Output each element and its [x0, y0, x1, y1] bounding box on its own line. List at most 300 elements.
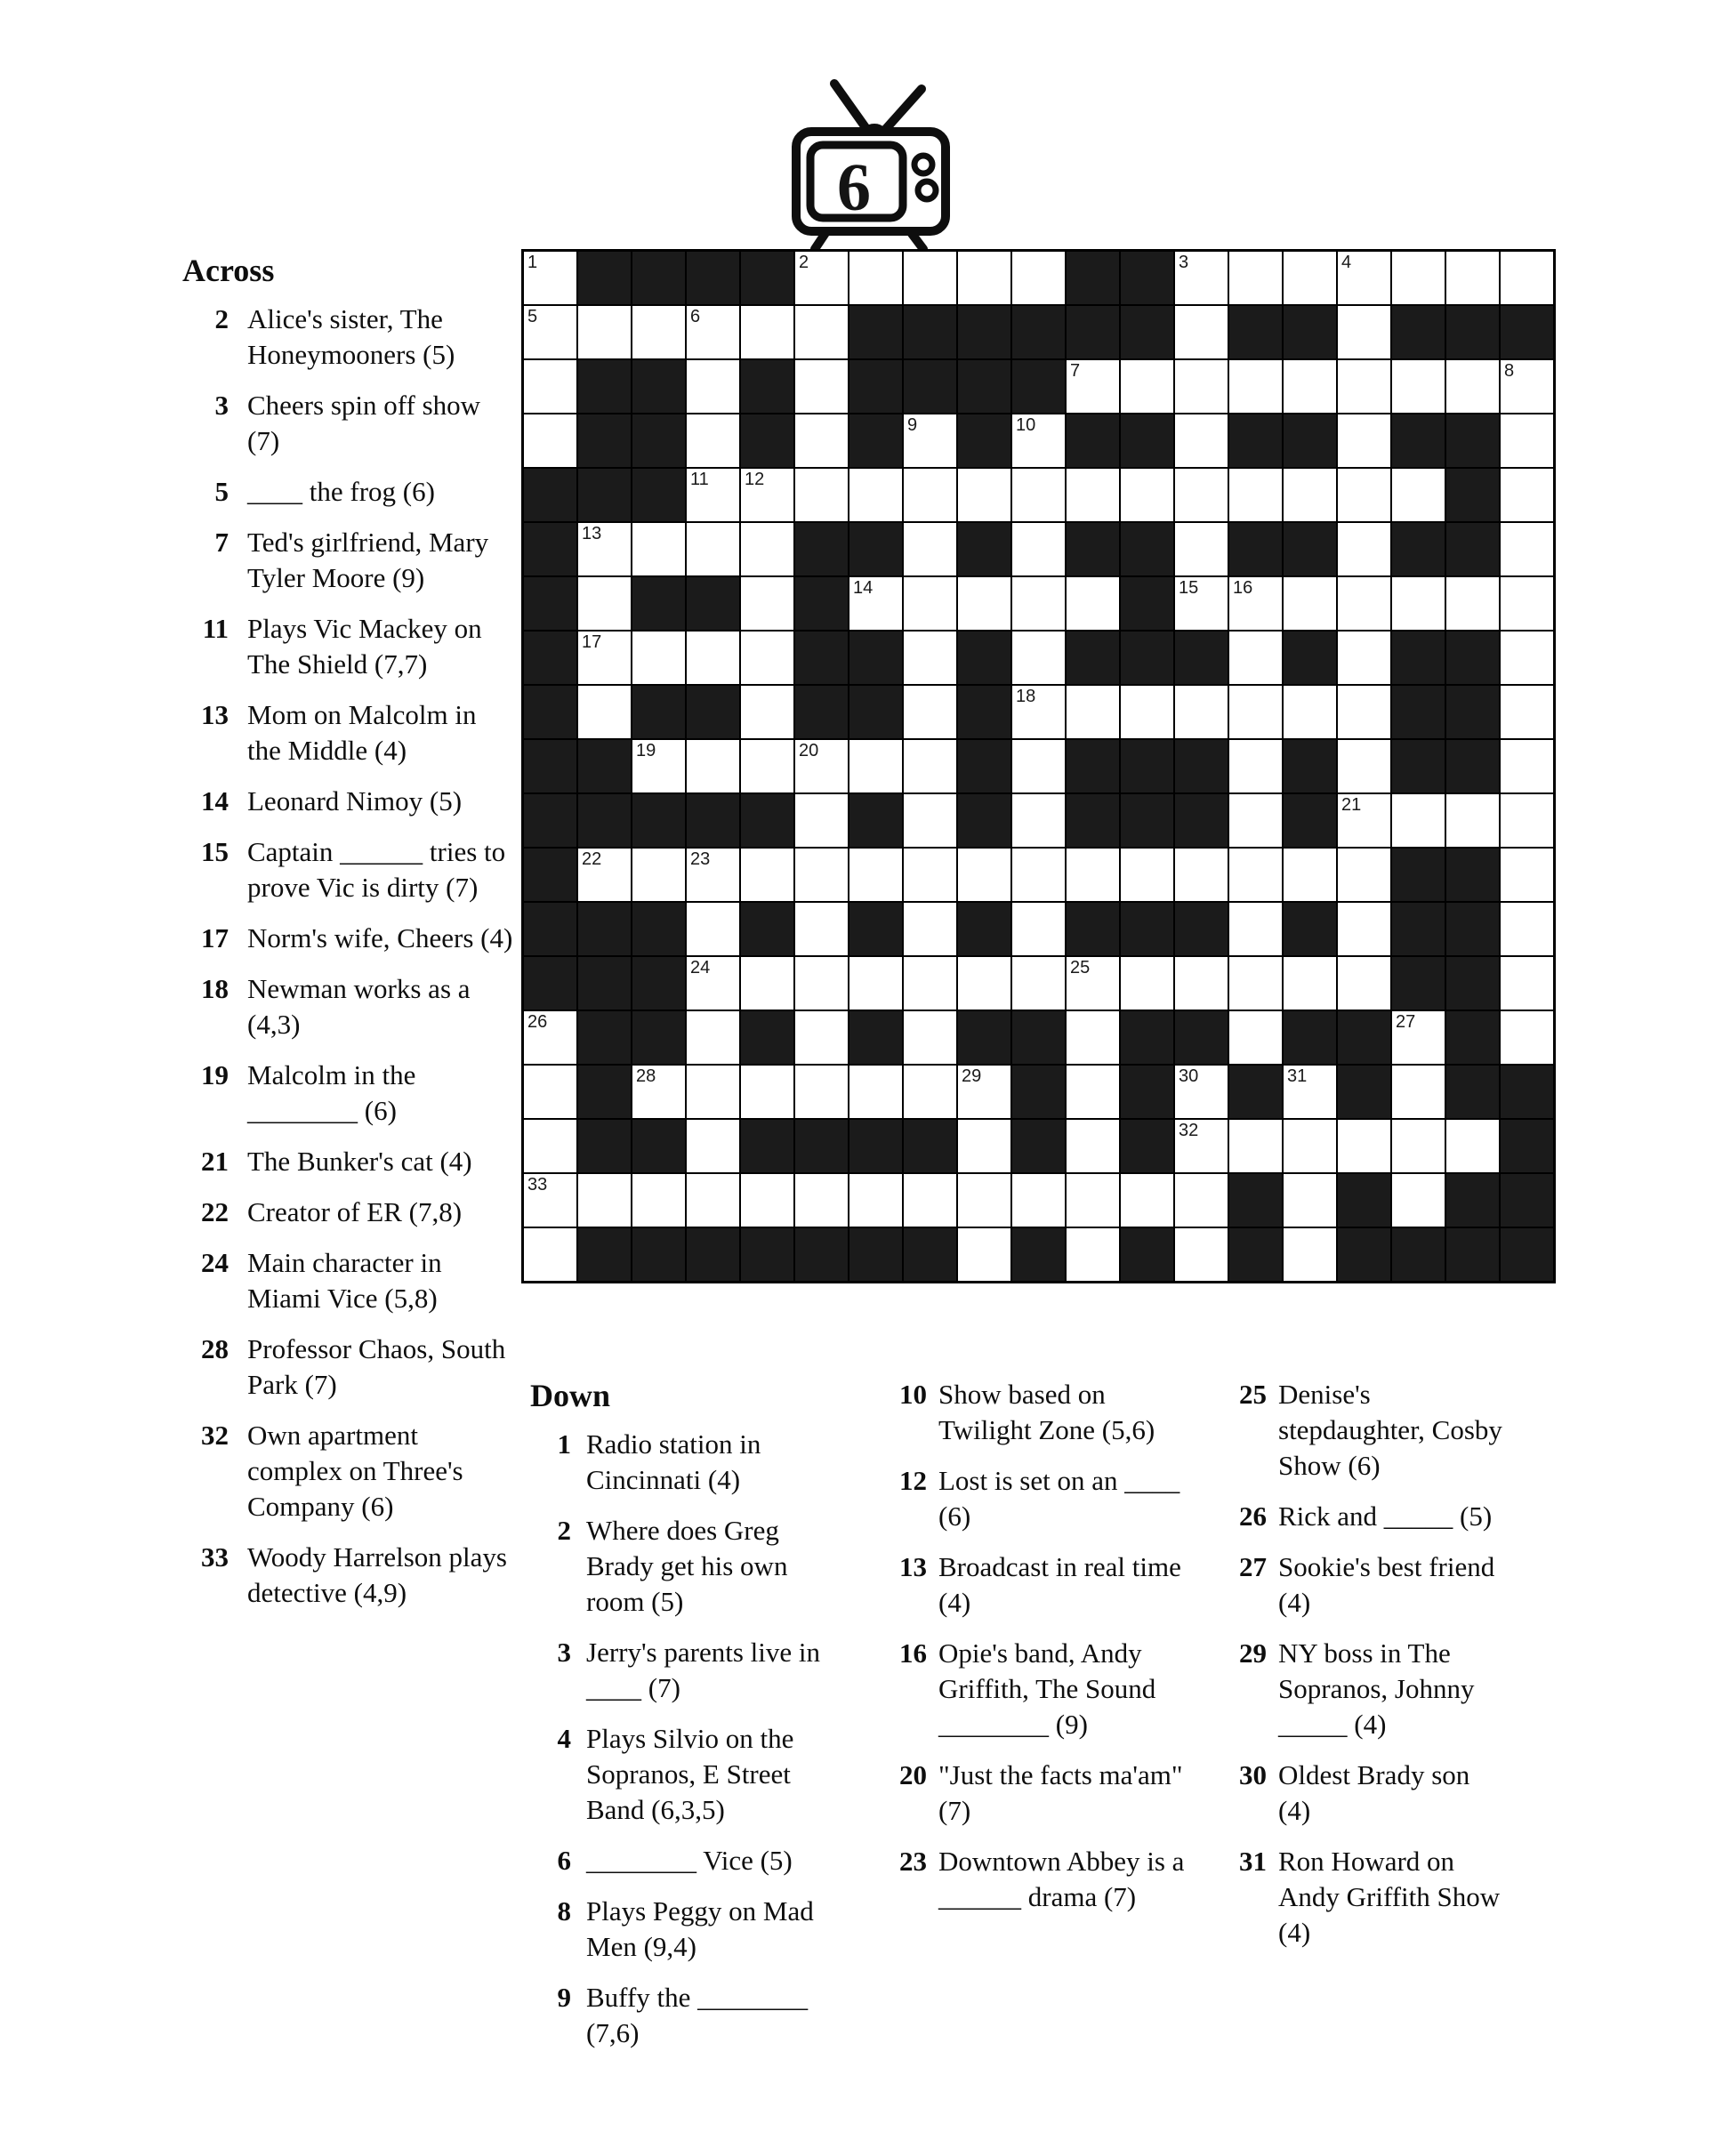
white-cell[interactable]: [1338, 849, 1390, 901]
black-cell: [1175, 1011, 1228, 1064]
white-cell[interactable]: [1229, 740, 1282, 792]
black-cell: [1284, 794, 1336, 847]
black-cell: [1338, 1228, 1390, 1281]
white-cell[interactable]: [1229, 903, 1282, 955]
clue-item: [182, 697, 538, 768]
white-cell[interactable]: [1121, 1174, 1173, 1227]
white-cell[interactable]: [1121, 957, 1173, 1010]
white-cell[interactable]: [1121, 686, 1173, 738]
white-cell[interactable]: [687, 523, 739, 575]
white-cell[interactable]: [1175, 360, 1228, 413]
white-cell[interactable]: [1501, 957, 1553, 1010]
black-cell: [958, 523, 1010, 575]
white-cell[interactable]: [1067, 1174, 1119, 1227]
white-cell[interactable]: [958, 252, 1010, 304]
clue-text: Leonard Nimoy (5): [247, 785, 463, 817]
black-cell: [1284, 632, 1336, 684]
clue-number: 29: [1239, 1637, 1267, 1669]
white-cell[interactable]: [741, 1174, 793, 1227]
white-cell[interactable]: [1284, 849, 1336, 901]
white-cell[interactable]: [1229, 794, 1282, 847]
black-cell: [1012, 306, 1065, 358]
white-cell[interactable]: [1067, 577, 1119, 630]
white-cell[interactable]: [578, 1174, 631, 1227]
cell-number: 2: [799, 253, 809, 272]
white-cell[interactable]: [632, 740, 685, 792]
white-cell[interactable]: [904, 794, 956, 847]
black-cell: [1338, 1011, 1390, 1064]
clue-item: [182, 1058, 538, 1129]
white-cell[interactable]: [1446, 1120, 1499, 1172]
white-cell[interactable]: [1067, 1066, 1119, 1118]
white-cell[interactable]: [1501, 523, 1553, 575]
cell-number: 31: [1287, 1066, 1308, 1086]
black-cell: [632, 957, 685, 1010]
black-cell: [632, 794, 685, 847]
white-cell[interactable]: [795, 849, 848, 901]
white-cell[interactable]: [958, 577, 1010, 630]
across-header: Across: [182, 253, 275, 288]
white-cell[interactable]: [632, 523, 685, 575]
white-cell[interactable]: [795, 740, 848, 792]
white-cell[interactable]: [1175, 414, 1228, 467]
white-cell[interactable]: [741, 306, 793, 358]
white-cell[interactable]: [1175, 1066, 1228, 1118]
white-cell[interactable]: [1501, 632, 1553, 684]
white-cell[interactable]: [958, 1066, 1010, 1118]
white-cell[interactable]: [849, 849, 902, 901]
black-cell: [1121, 523, 1173, 575]
clue-number: 6: [557, 1845, 571, 1876]
white-cell[interactable]: [741, 740, 793, 792]
white-cell[interactable]: [849, 577, 902, 630]
white-cell[interactable]: [1338, 740, 1390, 792]
white-cell[interactable]: [849, 469, 902, 521]
black-cell: [687, 1228, 739, 1281]
black-cell: [1121, 1228, 1173, 1281]
clue-item: [182, 1418, 538, 1524]
white-cell[interactable]: [741, 523, 793, 575]
black-cell: [1446, 1174, 1499, 1227]
clue-number: 8: [557, 1895, 571, 1927]
white-cell[interactable]: [1501, 360, 1553, 413]
white-cell[interactable]: [958, 469, 1010, 521]
white-cell[interactable]: [1338, 957, 1390, 1010]
white-cell[interactable]: [904, 849, 956, 901]
white-cell[interactable]: [687, 1066, 739, 1118]
white-cell[interactable]: [795, 1011, 848, 1064]
white-cell[interactable]: [795, 1174, 848, 1227]
white-cell[interactable]: [1338, 414, 1390, 467]
white-cell[interactable]: [632, 1174, 685, 1227]
tv-icon-graphic: [788, 75, 959, 254]
black-cell: [958, 1011, 1010, 1064]
white-cell[interactable]: [741, 577, 793, 630]
black-cell: [1067, 740, 1119, 792]
white-cell[interactable]: [1012, 252, 1065, 304]
black-cell: [1175, 632, 1228, 684]
white-cell[interactable]: [849, 1174, 902, 1227]
white-cell[interactable]: [1501, 252, 1553, 304]
clue-number: 9: [557, 1982, 571, 2013]
white-cell[interactable]: [1338, 360, 1390, 413]
white-cell[interactable]: [1012, 1174, 1065, 1227]
black-cell: [1392, 632, 1445, 684]
down-header: Down: [530, 1378, 611, 1413]
black-cell: [1229, 414, 1282, 467]
white-cell[interactable]: [687, 306, 739, 358]
white-cell[interactable]: [1338, 523, 1390, 575]
white-cell[interactable]: [1501, 577, 1553, 630]
black-cell: [1501, 1228, 1553, 1281]
white-cell[interactable]: [578, 306, 631, 358]
white-cell[interactable]: [1392, 1011, 1445, 1064]
clue-number: 3: [214, 390, 229, 421]
white-cell[interactable]: [1067, 1011, 1119, 1064]
white-cell[interactable]: [1121, 849, 1173, 901]
white-cell[interactable]: [795, 252, 848, 304]
white-cell[interactable]: [578, 523, 631, 575]
clue-item: [872, 1758, 1192, 1829]
white-cell[interactable]: [1284, 1174, 1336, 1227]
white-cell[interactable]: [849, 252, 902, 304]
white-cell[interactable]: [1012, 577, 1065, 630]
black-cell: [1121, 632, 1173, 684]
white-cell[interactable]: [578, 577, 631, 630]
clue-text: The Bunker's cat (4): [247, 1146, 472, 1177]
white-cell[interactable]: [1067, 469, 1119, 521]
white-cell[interactable]: [1446, 360, 1499, 413]
white-cell[interactable]: [1338, 1120, 1390, 1172]
white-cell[interactable]: [1229, 252, 1282, 304]
white-cell[interactable]: [741, 686, 793, 738]
white-cell[interactable]: [1338, 577, 1390, 630]
white-cell[interactable]: [1501, 686, 1553, 738]
white-cell[interactable]: [687, 903, 739, 955]
clue-item: [1212, 1636, 1514, 1742]
white-cell[interactable]: [741, 957, 793, 1010]
white-cell[interactable]: [687, 1011, 739, 1064]
white-cell[interactable]: [1229, 849, 1282, 901]
black-cell: [1501, 1174, 1553, 1227]
white-cell[interactable]: [958, 1120, 1010, 1172]
white-cell[interactable]: [1175, 469, 1228, 521]
white-cell[interactable]: [1446, 577, 1499, 630]
white-cell[interactable]: [1284, 1228, 1336, 1281]
white-cell[interactable]: [687, 632, 739, 684]
black-cell: [1392, 957, 1445, 1010]
black-cell: [1446, 1011, 1499, 1064]
white-cell[interactable]: [1067, 360, 1119, 413]
white-cell[interactable]: [1067, 1228, 1119, 1281]
black-cell: [958, 686, 1010, 738]
cell-number: 20: [799, 741, 819, 760]
white-cell[interactable]: [687, 1174, 739, 1227]
white-cell[interactable]: [687, 740, 739, 792]
white-cell[interactable]: [904, 740, 956, 792]
white-cell[interactable]: [1012, 794, 1065, 847]
black-cell: [1121, 414, 1173, 467]
white-cell[interactable]: [578, 632, 631, 684]
cell-number: 24: [690, 958, 711, 977]
black-cell: [1392, 523, 1445, 575]
black-cell: [1121, 252, 1173, 304]
clue-text: Cheers spin off show (7): [247, 390, 481, 456]
clue-text: Downtown Abbey is a ______ drama (7): [938, 1846, 1185, 1912]
white-cell[interactable]: [795, 360, 848, 413]
white-cell[interactable]: [904, 1011, 956, 1064]
white-cell[interactable]: [1501, 794, 1553, 847]
black-cell: [578, 957, 631, 1010]
black-cell: [1446, 686, 1499, 738]
white-cell[interactable]: [958, 957, 1010, 1010]
cell-number: 30: [1179, 1066, 1199, 1086]
black-cell: [1392, 740, 1445, 792]
white-cell[interactable]: [1012, 414, 1065, 467]
white-cell[interactable]: [904, 903, 956, 955]
white-cell[interactable]: [1229, 686, 1282, 738]
cell-number: 11: [690, 470, 709, 489]
white-cell[interactable]: [1067, 686, 1119, 738]
white-cell[interactable]: [1175, 577, 1228, 630]
white-cell[interactable]: [904, 957, 956, 1010]
white-cell[interactable]: [904, 1174, 956, 1227]
black-cell: [1012, 1228, 1065, 1281]
white-cell[interactable]: [687, 414, 739, 467]
clue-text: NY boss in The Sopranos, Johnny _____ (4): [1278, 1637, 1475, 1740]
white-cell[interactable]: [1012, 523, 1065, 575]
cell-number: 19: [636, 741, 656, 760]
black-cell: [795, 577, 848, 630]
white-cell[interactable]: [1501, 740, 1553, 792]
white-cell[interactable]: [904, 414, 956, 467]
black-cell: [741, 414, 793, 467]
white-cell[interactable]: [1175, 849, 1228, 901]
white-cell[interactable]: [1229, 360, 1282, 413]
white-cell[interactable]: [1012, 957, 1065, 1010]
cell-number: 33: [527, 1175, 548, 1195]
clue-item: [872, 1463, 1192, 1534]
white-cell[interactable]: [1175, 252, 1228, 304]
white-cell[interactable]: [1229, 1011, 1282, 1064]
clue-number: 30: [1239, 1759, 1267, 1790]
down-clue-list-2: [872, 1377, 1192, 1915]
white-cell[interactable]: [849, 740, 902, 792]
white-cell[interactable]: [795, 306, 848, 358]
white-cell[interactable]: [1229, 957, 1282, 1010]
white-cell[interactable]: [904, 632, 956, 684]
black-cell: [1284, 414, 1336, 467]
black-cell: [849, 360, 902, 413]
white-cell[interactable]: [795, 1066, 848, 1118]
white-cell[interactable]: [1501, 1011, 1553, 1064]
white-cell[interactable]: [1121, 360, 1173, 413]
white-cell[interactable]: [1175, 686, 1228, 738]
cell-number: 3: [1179, 253, 1189, 272]
white-cell[interactable]: [1501, 414, 1553, 467]
white-cell[interactable]: [741, 632, 793, 684]
white-cell[interactable]: [1284, 252, 1336, 304]
white-cell[interactable]: [1284, 686, 1336, 738]
white-cell[interactable]: [1175, 1228, 1228, 1281]
white-cell[interactable]: [1338, 306, 1390, 358]
white-cell[interactable]: [1175, 957, 1228, 1010]
clue-item: [530, 1513, 886, 1620]
white-cell[interactable]: [741, 469, 793, 521]
white-cell[interactable]: [795, 794, 848, 847]
white-cell[interactable]: [1012, 740, 1065, 792]
white-cell[interactable]: [1446, 252, 1499, 304]
white-cell[interactable]: [687, 469, 739, 521]
black-cell: [958, 306, 1010, 358]
clue-number: 1: [557, 1428, 571, 1460]
white-cell[interactable]: [1175, 523, 1228, 575]
white-cell[interactable]: [904, 469, 956, 521]
white-cell[interactable]: [1229, 1120, 1282, 1172]
white-cell[interactable]: [1012, 903, 1065, 955]
white-cell[interactable]: [1284, 577, 1336, 630]
white-cell[interactable]: [1284, 469, 1336, 521]
black-cell: [1067, 903, 1119, 955]
white-cell[interactable]: [1284, 360, 1336, 413]
black-cell: [849, 686, 902, 738]
black-cell: [1067, 414, 1119, 467]
black-cell: [1392, 849, 1445, 901]
white-cell[interactable]: [1446, 794, 1499, 847]
black-cell: [1392, 1228, 1445, 1281]
white-cell[interactable]: [1392, 360, 1445, 413]
black-cell: [1067, 794, 1119, 847]
white-cell[interactable]: [1338, 632, 1390, 684]
white-cell[interactable]: [1121, 469, 1173, 521]
white-cell[interactable]: [904, 523, 956, 575]
clue-number: 14: [201, 785, 229, 817]
white-cell[interactable]: [1338, 903, 1390, 955]
white-cell[interactable]: [1067, 1120, 1119, 1172]
white-cell[interactable]: [1175, 1174, 1228, 1227]
white-cell[interactable]: [1229, 577, 1282, 630]
white-cell[interactable]: [741, 849, 793, 901]
clue-number: 25: [1239, 1379, 1267, 1410]
clue-number: 27: [1239, 1551, 1267, 1582]
white-cell[interactable]: [1012, 686, 1065, 738]
white-cell[interactable]: [958, 849, 1010, 901]
white-cell[interactable]: [795, 957, 848, 1010]
white-cell[interactable]: [1392, 1174, 1445, 1227]
white-cell[interactable]: [849, 957, 902, 1010]
white-cell[interactable]: [578, 686, 631, 738]
white-cell[interactable]: [1229, 469, 1282, 521]
white-cell[interactable]: [632, 306, 685, 358]
white-cell[interactable]: [578, 849, 631, 901]
white-cell[interactable]: [1392, 469, 1445, 521]
white-cell[interactable]: [1338, 469, 1390, 521]
white-cell[interactable]: [1501, 469, 1553, 521]
white-cell[interactable]: [1392, 1120, 1445, 1172]
white-cell[interactable]: [1175, 1120, 1228, 1172]
white-cell[interactable]: [1338, 794, 1390, 847]
cell-number: 22: [582, 849, 602, 869]
white-cell[interactable]: [795, 903, 848, 955]
white-cell[interactable]: [1392, 1066, 1445, 1118]
black-cell: [1012, 1011, 1065, 1064]
black-cell: [958, 903, 1010, 955]
white-cell[interactable]: [1284, 1120, 1336, 1172]
white-cell[interactable]: [904, 577, 956, 630]
clue-item: [872, 1636, 1192, 1742]
white-cell[interactable]: [1392, 794, 1445, 847]
down-clue-list-3: [1212, 1377, 1514, 1951]
white-cell[interactable]: [1392, 577, 1445, 630]
white-cell[interactable]: [1338, 252, 1390, 304]
black-cell: [1446, 523, 1499, 575]
black-cell: [1175, 794, 1228, 847]
white-cell[interactable]: [1067, 849, 1119, 901]
across-clue-list: [182, 302, 538, 1611]
clue-text: Own apartment complex on Three's Company (6): [247, 1420, 463, 1522]
white-cell[interactable]: [1392, 252, 1445, 304]
white-cell[interactable]: [632, 632, 685, 684]
clue-text: Ted's girlfriend, Mary Tyler Moore (9): [247, 527, 489, 593]
black-cell: [632, 577, 685, 630]
black-cell: [904, 360, 956, 413]
clue-text: Oldest Brady son (4): [1278, 1759, 1470, 1826]
white-cell[interactable]: [687, 360, 739, 413]
white-cell[interactable]: [1175, 306, 1228, 358]
clue-item: [1212, 1499, 1514, 1534]
clue-item: [530, 1843, 886, 1878]
white-cell[interactable]: [795, 414, 848, 467]
white-cell[interactable]: [632, 1066, 685, 1118]
white-cell[interactable]: [1012, 849, 1065, 901]
clue-text: Lost is set on an ____ (6): [938, 1465, 1180, 1532]
white-cell[interactable]: [958, 1174, 1010, 1227]
white-cell[interactable]: [904, 686, 956, 738]
white-cell[interactable]: [849, 1066, 902, 1118]
white-cell[interactable]: [1501, 849, 1553, 901]
down-section-column-3: [1212, 1377, 1514, 1966]
white-cell[interactable]: [1229, 632, 1282, 684]
white-cell[interactable]: [904, 252, 956, 304]
white-cell[interactable]: [1338, 686, 1390, 738]
black-cell: [904, 1120, 956, 1172]
clue-number: 20: [899, 1759, 927, 1790]
black-cell: [1121, 794, 1173, 847]
white-cell[interactable]: [1284, 1066, 1336, 1118]
white-cell[interactable]: [1012, 469, 1065, 521]
white-cell[interactable]: [904, 1066, 956, 1118]
down-section-column-1: [530, 1377, 886, 2066]
white-cell[interactable]: [632, 849, 685, 901]
clue-text: Main character in Miami Vice (5,8): [247, 1247, 442, 1314]
black-cell: [1446, 632, 1499, 684]
white-cell[interactable]: [687, 849, 739, 901]
white-cell[interactable]: [1067, 957, 1119, 1010]
white-cell[interactable]: [1284, 957, 1336, 1010]
clue-item: [182, 388, 538, 459]
white-cell[interactable]: [1012, 632, 1065, 684]
white-cell[interactable]: [741, 1066, 793, 1118]
white-cell[interactable]: [1501, 903, 1553, 955]
black-cell: [1121, 1120, 1173, 1172]
clue-number: 28: [201, 1333, 229, 1364]
white-cell[interactable]: [687, 957, 739, 1010]
white-cell[interactable]: [958, 1228, 1010, 1281]
white-cell[interactable]: [795, 469, 848, 521]
clue-number: 31: [1239, 1846, 1267, 1877]
clue-item: [872, 1377, 1192, 1448]
white-cell[interactable]: [687, 1120, 739, 1172]
